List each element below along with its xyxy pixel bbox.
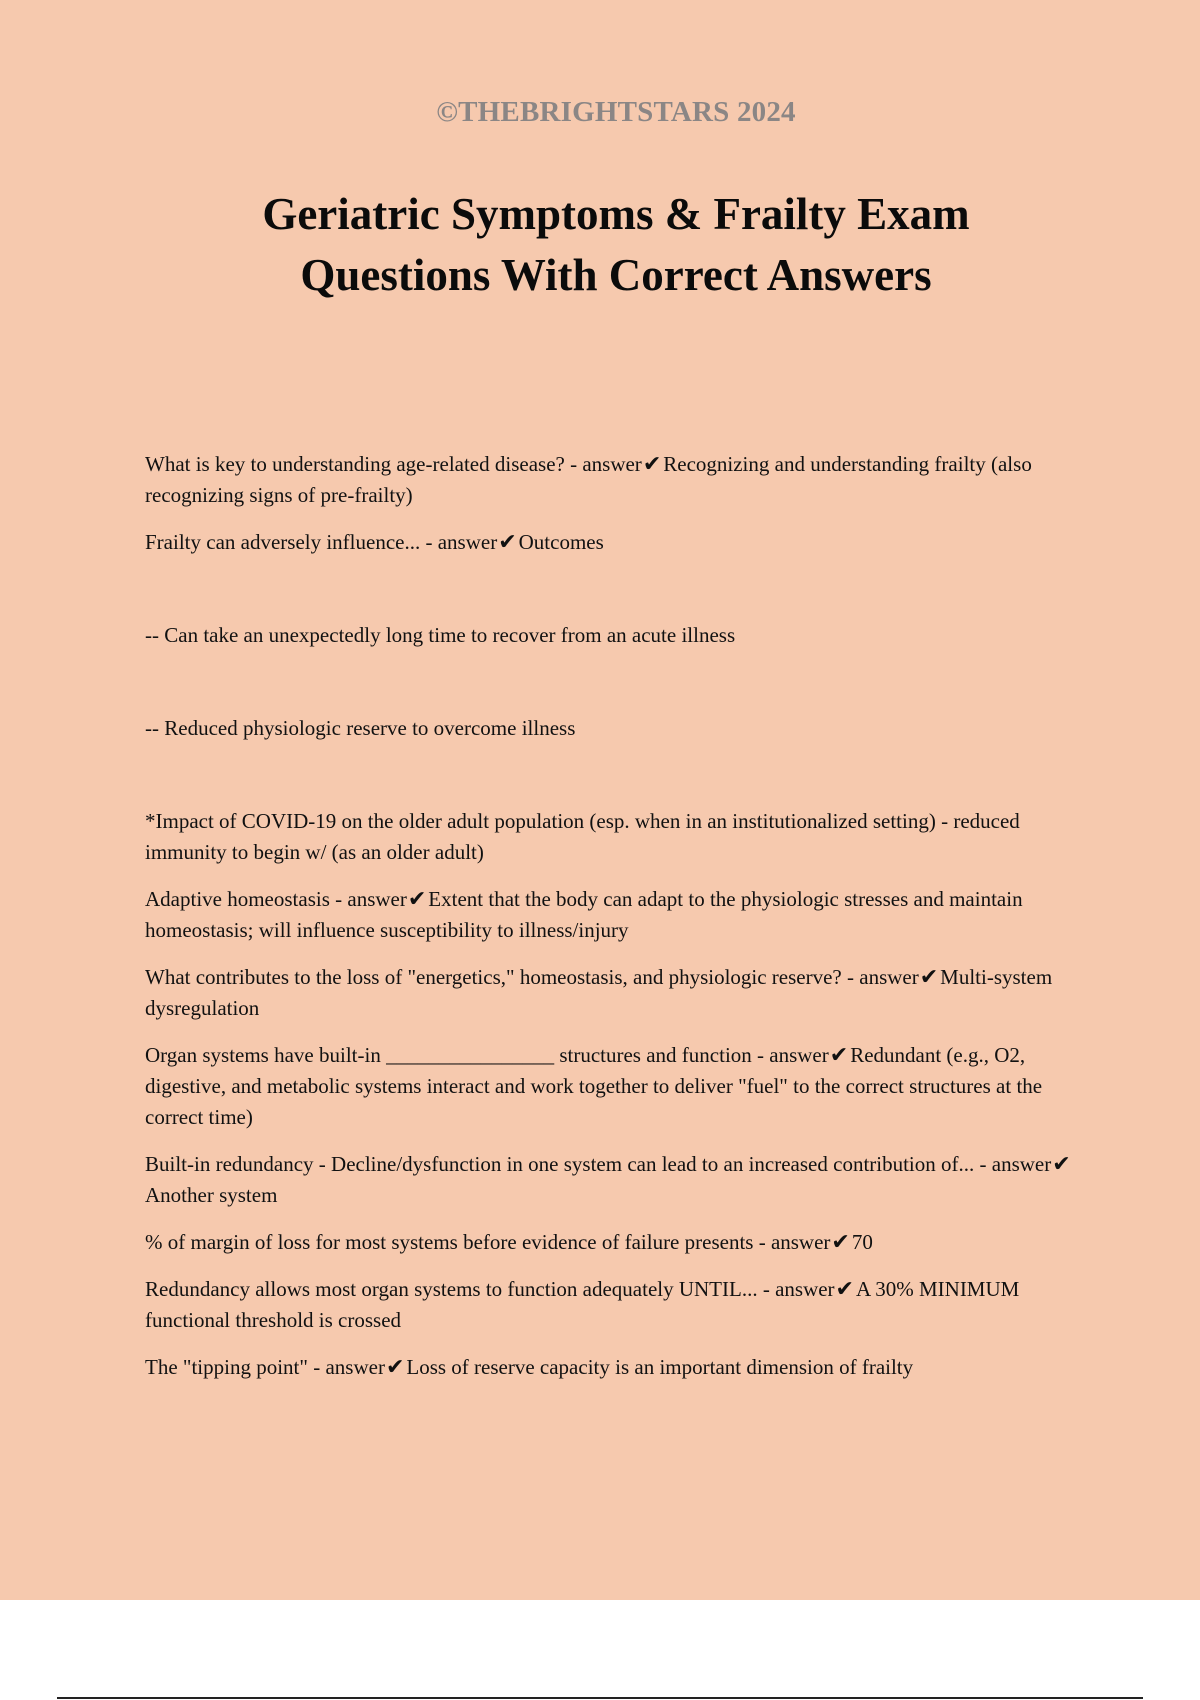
question-text: The "tipping point" - answer	[145, 1355, 385, 1379]
qa-item	[145, 1149, 1085, 1211]
qa-item	[145, 449, 1085, 511]
question-text: Redundancy allows most organ systems to function adequately UNTIL... - answer	[145, 1277, 835, 1301]
qa-item	[145, 1274, 1085, 1336]
question-text: % of margin of loss for most systems before evidence of failure presents - answer	[145, 1230, 831, 1254]
check-mark-icon: ✔	[642, 452, 662, 477]
footer-divider	[57, 1697, 1143, 1699]
check-mark-icon: ✔	[831, 1230, 850, 1255]
question-text: Organ systems have built-in ________________ structures and function - answer	[145, 1043, 829, 1067]
question-text: What is key to understanding age-related disease? - answer	[145, 452, 642, 476]
question-text: Built-in redundancy - Decline/dysfunction in one system can lead to an increased contribution of... - answer	[145, 1152, 1052, 1176]
document-title	[0, 184, 1200, 306]
qa-list	[145, 449, 1085, 1383]
answer-text: 70	[851, 1230, 873, 1254]
qa-item	[145, 527, 1085, 558]
answer-text: Loss of reserve capacity is an important dimension of frailty	[406, 1355, 914, 1379]
answer-text: Redundant (e.g., O2, digestive, and metabolic systems interact and work together to deliver "fuel" to the correct structures at the correct time)	[145, 1043, 1043, 1129]
qa-item	[145, 962, 1085, 1024]
answer-text: Extent that the body can adapt to the physiologic stresses and maintain homeostasis; will influence susceptibility to illness/injury	[145, 887, 1023, 942]
answer-text: A 30% MINIMUM functional threshold is crossed	[145, 1277, 1020, 1332]
title-line-1: Geriatric Symptoms & Frailty Exam	[262, 189, 970, 239]
check-mark-icon: ✔	[919, 965, 939, 990]
question-text: Frailty can adversely influence... - answer	[145, 530, 498, 554]
qa-item	[145, 1227, 1085, 1258]
check-mark-icon: ✔	[407, 887, 427, 912]
check-mark-icon: ✔	[498, 530, 517, 555]
answer-text: Another system	[145, 1183, 278, 1207]
check-mark-icon: ✔	[385, 1355, 405, 1380]
note-item: -- Can take an unexpectedly long time to recover from an acute illness	[145, 623, 736, 647]
check-mark-icon: ✔	[1052, 1152, 1071, 1177]
qa-item	[145, 1352, 1085, 1383]
answer-text: Outcomes	[518, 530, 604, 554]
answer-text: Recognizing and understanding frailty (also recognizing signs of pre-frailty)	[145, 452, 1032, 507]
copyright-header: ©THEBRIGHTSTARS 2024	[436, 96, 796, 128]
qa-item	[145, 884, 1085, 946]
note-item: -- Reduced physiologic reserve to overcome illness	[145, 716, 576, 740]
note-item: *Impact of COVID-19 on the older adult population (esp. when in an institutionalized setting) - reduced immunity to begin w/ (as an older adult)	[145, 809, 1020, 864]
check-mark-icon: ✔	[835, 1277, 854, 1302]
question-text: What contributes to the loss of "energetics," homeostasis, and physiologic reserve? - answer	[145, 965, 919, 989]
title-line-2: Questions With Correct Answers	[300, 250, 932, 300]
check-mark-icon: ✔	[829, 1043, 849, 1068]
qa-item	[145, 1040, 1085, 1133]
question-text: Adaptive homeostasis - answer	[145, 887, 407, 911]
answer-text: Multi-system dysregulation	[145, 965, 1053, 1020]
